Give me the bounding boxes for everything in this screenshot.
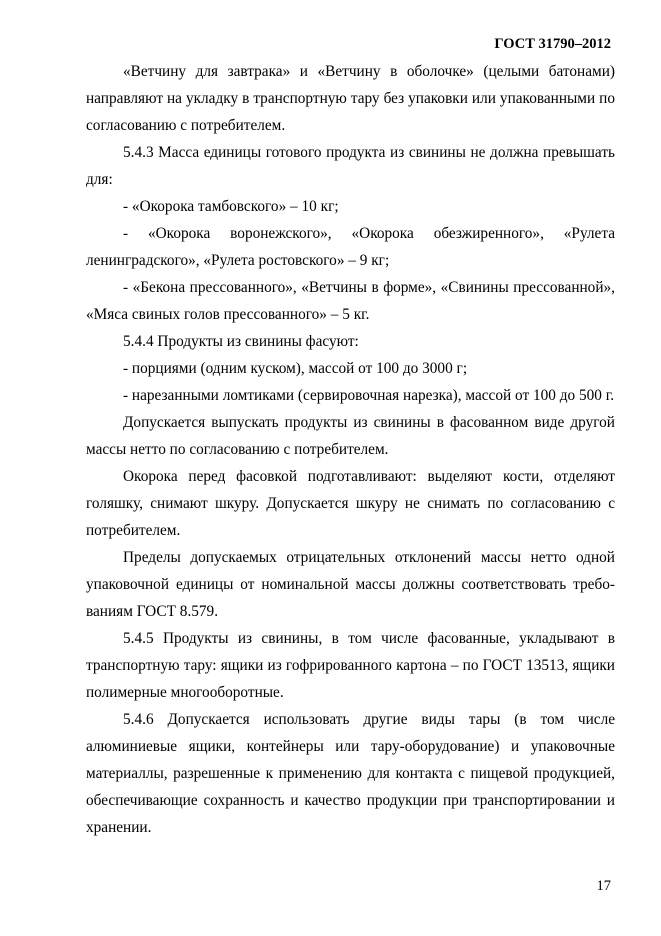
page-number: 17	[596, 878, 611, 894]
paragraph: 5.4.5 Продукты из свинины, в том числе фасованные, укладывают в транспортную тару: ящики из гофрированного картона – по ГОСТ 13513, ящики полимерные многооборотные.	[86, 630, 615, 701]
paragraph: «Ветчину для завтрака» и «Ветчину в оболочке» (целыми батонами) направляют на укладку в транспортную тару без упаковки или упакованными по согласованию с потребителем.	[86, 63, 615, 134]
list-item: - «Окорока тамбовского» – 10 кг;	[123, 198, 339, 215]
paragraph: Окорока перед фасовкой подготавливают: выделяют кости, отделяют голяшку, снимают шкуру. Допускается шкуру не снимать по согласованию с потребителем.	[86, 468, 615, 539]
list-item: - нарезанными ломтиками (сервировочная нарезка), массой от 100 до 500 г.	[123, 387, 615, 404]
list-item: - «Бекона прессованного», «Ветчины в форме», «Свинины прессованной», «Мяса свиных голов прессованного» – 5 кг.	[86, 279, 615, 323]
paragraph: 5.4.4 Продукты из свинины фасуют:	[123, 333, 359, 350]
paragraph: 5.4.6 Допускается использовать другие виды тары (в том числе алюминиевые ящики, контейнеры или тару-оборудование) и упаковочные материаллы, разрешенные к применению для контакта с пищевой продукцией, обеспечивающие сохранность и качество продукции при транспортировании и хранении.	[86, 711, 615, 836]
document-code: ГОСТ 31790–2012	[494, 36, 611, 52]
paragraph: 5.4.3 Масса единицы готового продукта из свинины не должна превышать для:	[86, 144, 615, 188]
paragraph: Пределы допускаемых отрицательных отклонений массы нетто одной упаковочной единицы от номинальной массы должны соответствовать требованиям ГОСТ 8.579.	[86, 549, 615, 620]
document-body	[86, 58, 615, 841]
list-item: - порциями (одним куском), массой от 100 до 3000 г;	[123, 360, 468, 377]
list-item: - «Окорока воронежского», «Окорока обезжиренного», «Рулета ленинградского», «Рулета ростовского» – 9 кг;	[86, 225, 615, 269]
paragraph: Допускается выпускать продукты из свинины в фасованном виде другой массы нетто по согласованию с потребителем.	[86, 414, 615, 458]
